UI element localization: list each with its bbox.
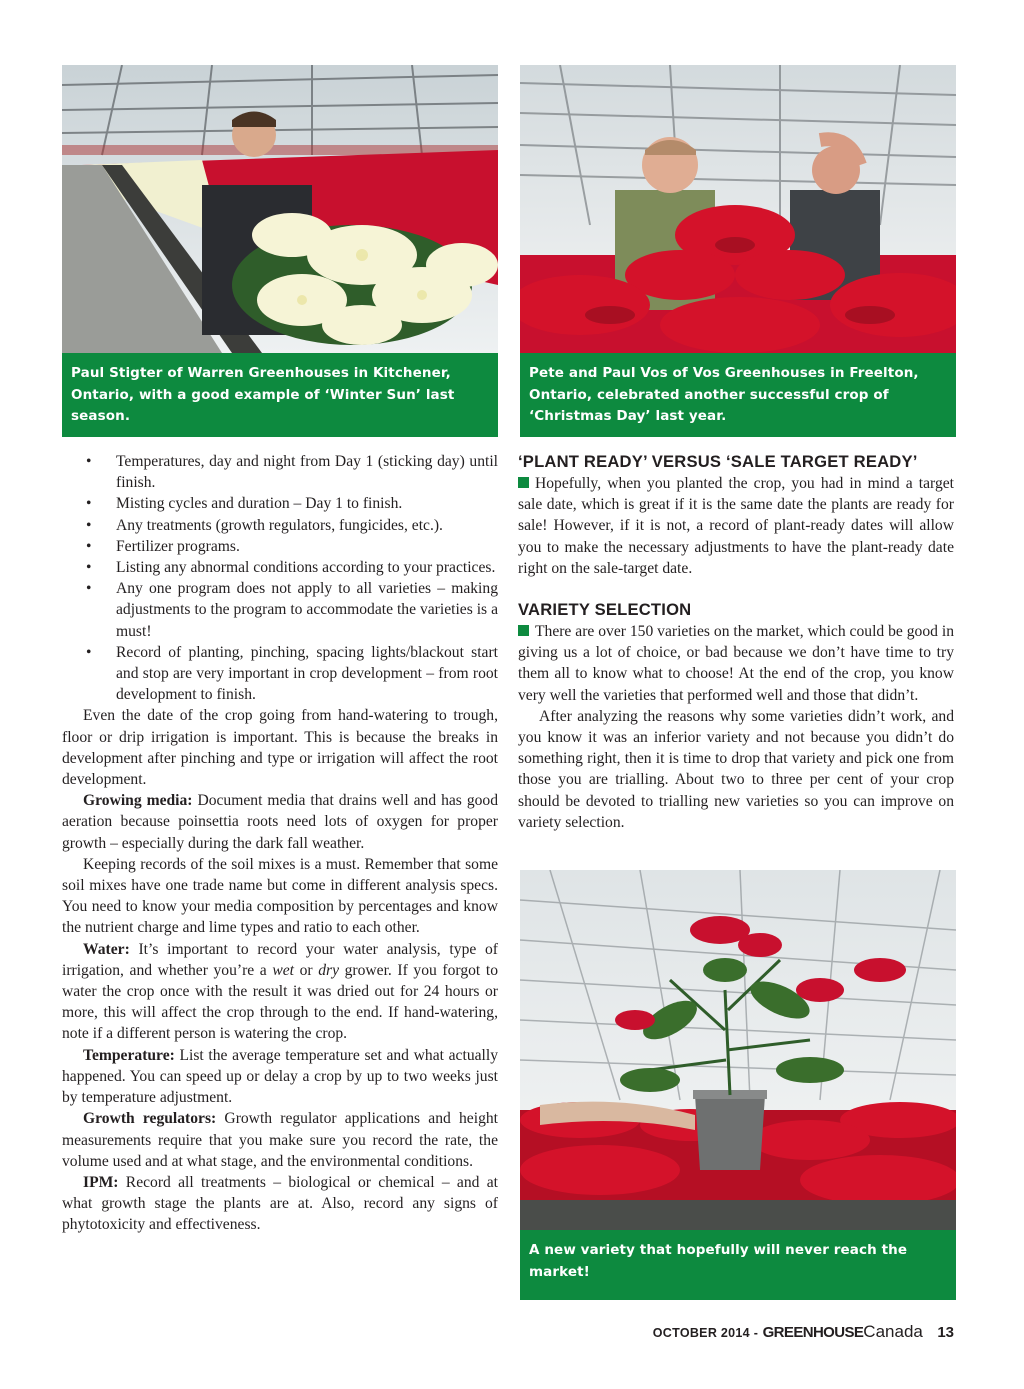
paragraph-water [62,939,498,1045]
list-item: • Temperatures, day and night from Day 1 (sticking day) until finish. [62,451,498,493]
emphasis-dry: dry [318,961,340,979]
paragraph-text: grower. If you forgot to water the crop once with the result it was dried out for 24 hours or more, this will affect the crop through to the end. If hand-watering, note if a different person is watering the crop. [62,961,498,1043]
lead-in: Temperature: [83,1046,175,1064]
list-item: • Any treatments (growth regulators, fungicides, etc.). [62,515,498,536]
record-keeping-list [62,451,498,705]
paragraph-text: There are over 150 varieties on the market, which could be good in giving us a lot of choice, or bad because we don’t have time to try them all to know what to choose! At the end of the crop, you know very well the varieties that performed well and those that didn’t. [518,623,954,704]
lead-in: IPM: [83,1173,119,1191]
greenhouse-photo-bottom [520,870,956,1230]
green-square-icon [518,625,529,636]
paragraph-plant-ready [518,473,954,579]
paragraph-growth-regulators [62,1108,498,1172]
paragraph-variety-selection [518,621,954,706]
greenhouse-photo-left [62,65,498,353]
paragraph-temperature [62,1045,498,1109]
list-item: • Record of planting, pinching, spacing lights/blackout start and stop are very important in crop development – from root development to finish. [62,642,498,706]
list-item: • Any one program does not apply to all varieties – making adjustments to the program to accommodate the varieties is a must! [62,578,498,642]
magazine-brand-light: Canada [863,1322,923,1341]
photo-new-variety [520,870,956,1230]
list-item: • Listing any abnormal conditions according to your practices. [62,557,498,578]
photo-winter-sun [62,65,498,353]
caption-text: Paul Stigter of Warren Greenhouses in Kitchener, Ontario, with a good example of ‘Winter Sun’ last season. [71,365,455,424]
section-heading: ‘PLANT READY’ VERSUS ‘SALE TARGET READY’ [518,452,918,471]
green-square-icon [518,477,529,488]
page-footer [653,1322,954,1342]
emphasis-wet: wet [272,961,294,979]
paragraph-ipm [62,1172,498,1236]
lead-in: Water: [83,940,130,958]
paragraph-text: Growth regulator applications and height measurements require that you make sure you record the rate, the volume used and at what stage, and the environmental conditions. [62,1110,498,1170]
caption-bottom-right [520,1230,956,1300]
greenhouse-photo-right [520,65,956,353]
lead-in: Growing media: [83,792,193,810]
list-item: • Misting cycles and duration – Day 1 to finish. [62,493,498,514]
paragraph-text: Record all treatments – biological or chemical – and at what growth stage the plants are at. Also, record any signs of phytotoxicity and effectiveness. [62,1173,498,1234]
magazine-brand-bold: GREENHOUSE [762,1324,864,1341]
paragraph-text: Hopefully, when you planted the crop, you had in mind a target sale date, which is great if it is the same date the plants are ready for sale! However, if it is not, a record of plant-ready dates will allow you to make the necessary adjustments to have the plant-ready date right on the sale-target date. [518,475,954,577]
paragraph-text: Keeping records of the soil mixes is a must. Remember that some soil mixes have one trade name but come in different analysis specs. You need to know your media composition by percentages and know the nutrient charge and lime types and ratio to each other. [62,855,498,937]
paragraph-text: List the average temperature set and what actually happened. You can speed up or delay a crop by up to two weeks just by temperature adjustment. [62,1046,498,1107]
caption-top-right [520,353,956,437]
paragraph-text: Even the date of the crop going from hand-watering to trough, floor or drip irrigation is important. This is because the breaks in development after pinching and type or irrigation will affect the root development. [62,707,498,789]
issue-date: OCTOBER 2014 - [652,1326,759,1340]
paragraph-text: It’s important to record your water analysis, type of irrigation, and whether you’re a [62,940,498,979]
paragraph-text: After analyzing the reasons why some varieties didn’t work, and you know it was an inferior variety and not because you didn’t do something right, then it is time to drop that variety and pick one from those you are trialling. About two to three per cent of your crop should be devoted to trialling new varieties so you can improve on variety selection. [518,707,954,831]
right-column [518,451,954,833]
caption-text: Pete and Paul Vos of Vos Greenhouses in Freelton, Ontario, celebrated another successful crop of ‘Christmas Day’ last year. [529,365,919,424]
photo-christmas-day [520,65,956,353]
lead-in: Growth regulators: [83,1110,217,1128]
paragraph-text: or [294,961,319,979]
paragraph-text: Document media that drains well and has good aeration because poinsettia roots need lots of oxygen for proper growth – especially during the dark fall weather. [62,792,499,852]
left-column [62,451,498,1236]
paragraph-growing-media [62,790,498,854]
caption-top-left [62,353,498,437]
paragraph-soil-mixes [62,854,498,939]
list-item: • Fertilizer programs. [62,536,498,557]
section-heading: VARIETY SELECTION [518,600,692,620]
paragraph-trialling [518,706,954,833]
caption-text: A new variety that hopefully will never reach the market! [529,1242,908,1280]
paragraph-irrigation [62,705,498,790]
page-number: 13 [937,1324,954,1341]
